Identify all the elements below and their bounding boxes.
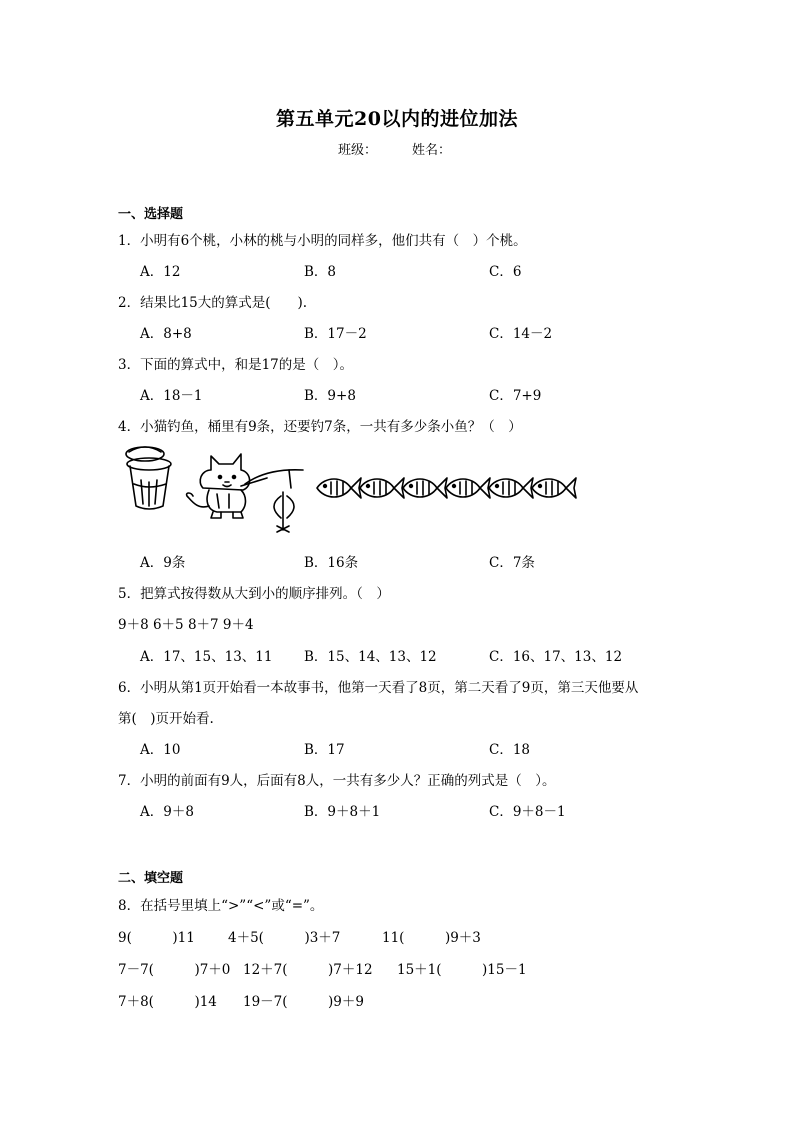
q7-option-b: B．9＋8＋1: [304, 804, 381, 820]
fish-row-icon: [317, 478, 576, 498]
question-2: 2．结果比15大的算式是( ).: [118, 295, 308, 311]
q7-option-a: A．9＋8: [140, 804, 194, 820]
question-5: 5．把算式按得数从大到小的顺序排列。（ ）: [118, 586, 390, 602]
q8-blank-1-1: 9( )11: [118, 930, 195, 946]
q4-option-c: C．7条: [489, 555, 535, 571]
section-fill-title: 二、填空题: [118, 871, 184, 886]
q5-option-a: A．17、15、13、11: [140, 649, 273, 665]
q3-option-a: A．18－1: [140, 388, 203, 404]
page-title: 第五单元20以内的进位加法: [276, 108, 518, 130]
q5-expressions: 9＋8 6＋5 8＋7 9＋4: [118, 617, 254, 633]
q6-option-b: B．17: [304, 742, 345, 758]
question-6-line1: 6．小明从第1页开始看一本故事书，他第一天看了8页，第二天看了9页，第三天他要从: [118, 680, 639, 696]
class-label: 班级：: [338, 143, 378, 158]
question-7: 7．小明的前面有9人，后面有8人，一共有多少人？正确的列式是（ ）。: [118, 773, 556, 789]
q8-blank-2-1: 7－7( )7＋0: [118, 962, 231, 978]
q1-option-b: B．8: [304, 264, 337, 280]
q4-option-a: A．9条: [140, 555, 186, 571]
q4-option-b: B．16条: [304, 555, 359, 571]
q6-option-a: A．10: [140, 742, 181, 758]
q8-blank-1-3: 11( )9＋3: [382, 930, 481, 946]
question-3: 3．下面的算式中，和是17的是（ ）。: [118, 357, 354, 373]
q8-blank-2-2: 12＋7( )7＋12: [243, 962, 373, 978]
q6-option-c: C．18: [489, 742, 531, 758]
q8-blank-2-3: 15＋1( )15－1: [397, 962, 527, 978]
q2-option-a: A．8+8: [140, 326, 192, 342]
section-choice-title: 一、选择题: [118, 207, 184, 222]
q7-option-c: C．9＋8－1: [489, 804, 566, 820]
q2-option-c: C．14－2: [489, 326, 553, 342]
q8-blank-1-2: 4＋5( )3＋7: [228, 930, 341, 946]
q8-blank-3-1: 7＋8( )14: [118, 994, 217, 1010]
question-4: 4．小猫钓鱼，桶里有9条，还要钓7条，一共有多少条小鱼？（ ）: [118, 419, 522, 435]
q5-option-b: B．15、14、13、12: [304, 649, 437, 665]
q3-option-b: B．9+8: [304, 388, 356, 404]
bucket-icon: [126, 447, 171, 509]
name-label: 姓名：: [412, 143, 452, 158]
cat-fishing-illustration: [117, 440, 577, 540]
fishing-rod-icon: [245, 470, 303, 532]
question-6-line2: 第( )页开始看.: [118, 711, 214, 727]
q3-option-c: C．7+9: [489, 388, 542, 404]
q2-option-b: B．17－2: [304, 326, 367, 342]
cat-icon: [187, 454, 267, 518]
q1-option-c: C．6: [489, 264, 522, 280]
q1-option-a: A．12: [140, 264, 181, 280]
q5-option-c: C．16、17、13、12: [489, 649, 623, 665]
question-1: 1．小明有6个桃，小林的桃与小明的同样多，他们共有（ ）个桃。: [118, 233, 527, 249]
question-8: 8．在括号里填上“>”“<”或“=”。: [118, 898, 324, 914]
q8-blank-3-2: 19－7( )9＋9: [243, 994, 364, 1010]
